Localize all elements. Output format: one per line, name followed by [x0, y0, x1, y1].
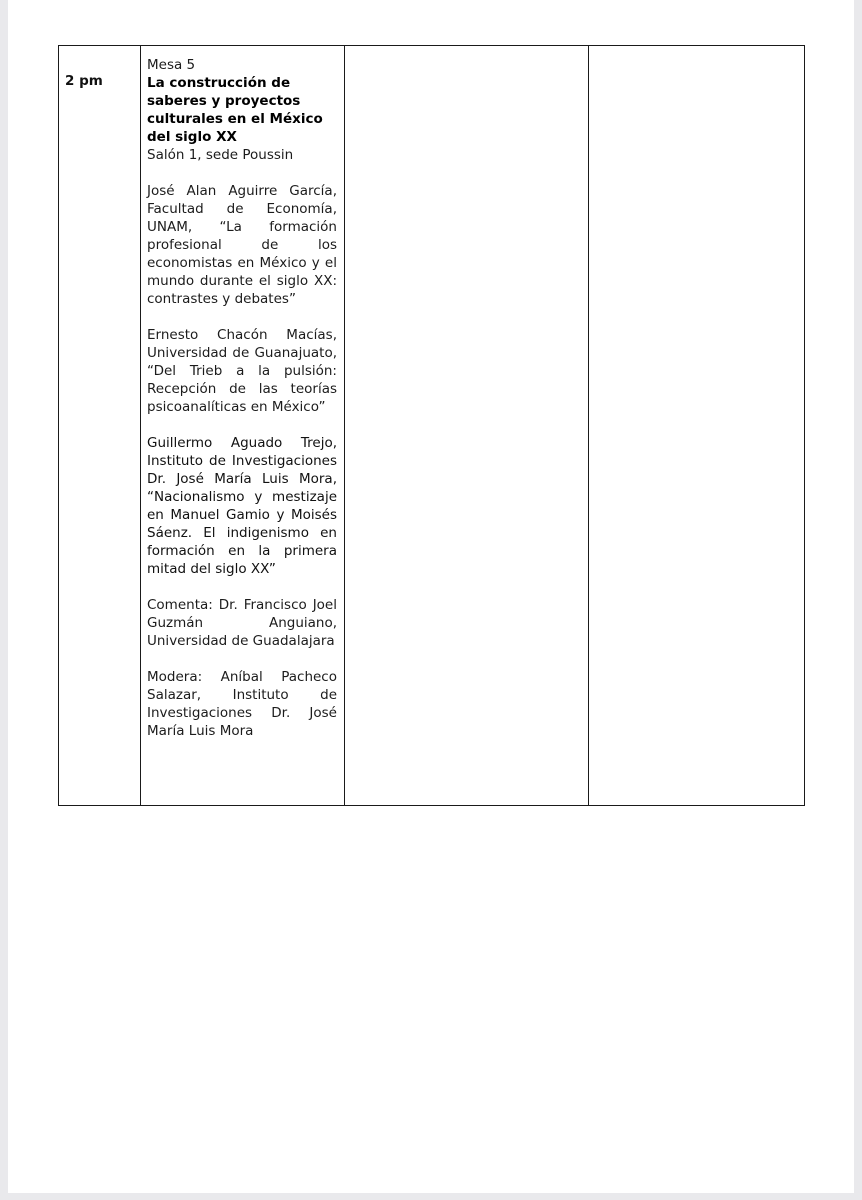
- moderator: Modera: Aníbal Pacheco Salazar, Instituto de Investigaciones Dr. José María Luis Mora: [147, 669, 337, 739]
- schedule-table: [58, 45, 805, 806]
- session-label: Mesa 5: [147, 57, 196, 73]
- paper-item: Guillermo Aguado Trejo, Instituto de Investigaciones Dr. José María Luis Mora, “Nacionalismo y mestizaje en Manuel Gamio y Moisés Sáenz. El indigenismo en formación en la primera mitad del siglo XX”: [147, 435, 337, 577]
- time-cell: [59, 46, 141, 806]
- session-title: La construcción de saberes y proyectos culturales en el México del siglo XX: [147, 75, 323, 145]
- document-page: [8, 0, 854, 1193]
- empty-cell: [589, 46, 805, 806]
- empty-cell: [345, 46, 589, 806]
- commentator: Comenta: Dr. Francisco Joel Guzmán Anguiano, Universidad de Guadalajara: [147, 597, 337, 649]
- paper-item: José Alan Aguirre García, Facultad de Economía, UNAM, “La formación profesional de los economistas en México y el mundo durante el siglo XX: contrastes y debates”: [147, 183, 337, 307]
- session-venue: Salón 1, sede Poussin: [147, 147, 294, 163]
- table-row: [59, 46, 805, 806]
- paper-item: Ernesto Chacón Macías, Universidad de Guanajuato, “Del Trieb a la pulsión: Recepción de las teorías psicoanalíticas en México”: [147, 327, 337, 415]
- session-time: 2 pm: [65, 73, 103, 89]
- session-cell: [141, 46, 345, 806]
